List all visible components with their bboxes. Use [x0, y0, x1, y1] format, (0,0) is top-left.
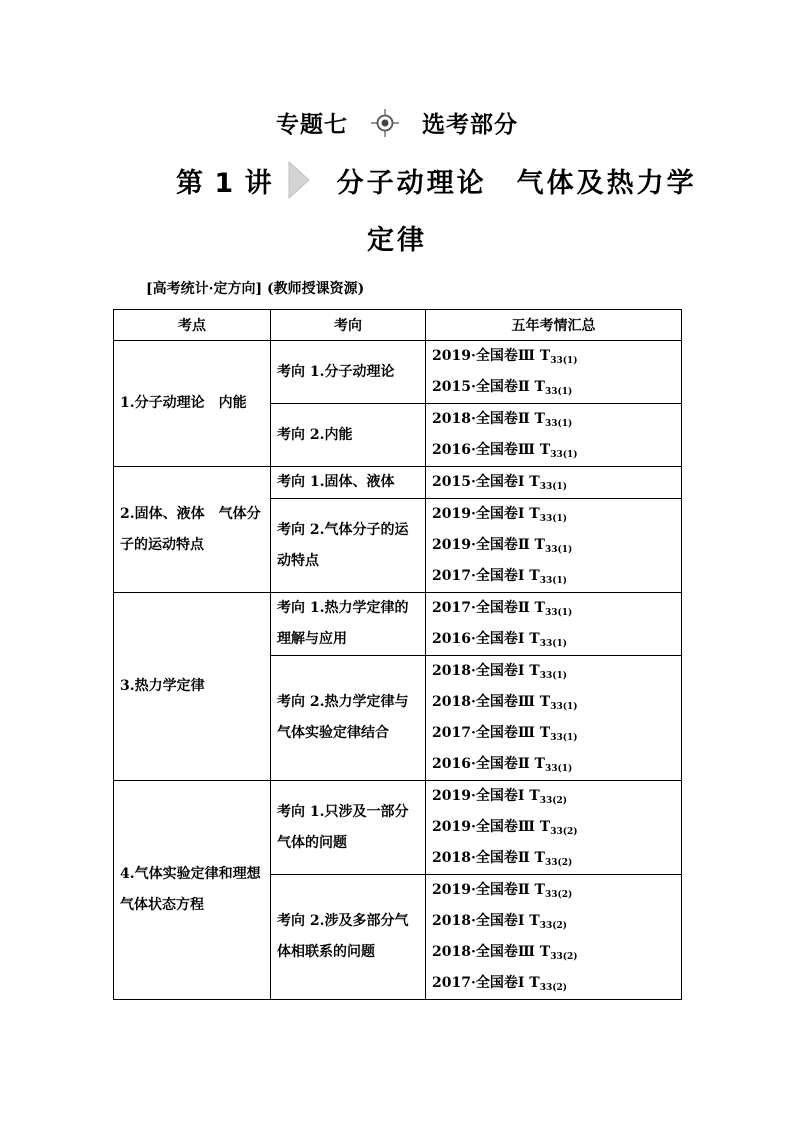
table-row [114, 467, 682, 499]
exam-direction-cell: 考向 1.分子动理论 [271, 341, 426, 404]
exam-entry: 2015·全国卷Ⅰ $T_{33(1)}$ [432, 474, 567, 492]
lecture-heading [176, 160, 697, 200]
table-row [114, 593, 682, 656]
exam-direction-cell: 考向 1.热力学定律的理解与应用 [271, 593, 426, 656]
table-row [114, 781, 682, 875]
lecture-title-part-1: 分子动理论 [336, 167, 487, 199]
section-caption: [高考统计·定方向] (教师授课资源) [146, 281, 365, 297]
exam-point-cell: 4.气体实验定律和理想气体状态方程 [114, 781, 271, 1000]
exam-years-cell [426, 341, 682, 404]
exam-entry: 2019·全国卷Ⅰ $T_{33(2)}$ [432, 788, 567, 806]
exam-entry: 2018·全国卷Ⅱ $T_{33(1)}$ [432, 411, 573, 429]
header-five-year-summary: 五年考情汇总 [426, 310, 682, 341]
exam-direction-cell: 考向 2.气体分子的运动特点 [271, 499, 426, 593]
exam-years-cell [426, 875, 682, 1000]
lecture-number: 第 1 讲 [176, 167, 273, 199]
lecture-title-part-2: 气体及热力学 [516, 167, 697, 199]
exam-years-cell [426, 404, 682, 467]
exam-direction-cell: 考向 2.热力学定律与气体实验定律结合 [271, 656, 426, 781]
exam-entry: 2017·全国卷Ⅲ $T_{33(1)}$ [432, 725, 578, 743]
header-exam-point: 考点 [114, 310, 271, 341]
exam-entry: 2018·全国卷Ⅱ $T_{33(2)}$ [432, 850, 573, 868]
exam-entry: 2019·全国卷Ⅱ $T_{33(1)}$ [432, 537, 573, 555]
exam-point-cell: 3.热力学定律 [114, 593, 271, 781]
exam-years-cell [426, 656, 682, 781]
exam-entry: 2019·全国卷Ⅲ $T_{33(1)}$ [432, 348, 578, 366]
exam-statistics-table [113, 309, 682, 1000]
exam-point-cell: 1.分子动理论 内能 [114, 341, 271, 467]
exam-direction-cell: 考向 1.只涉及一部分气体的问题 [271, 781, 426, 875]
exam-direction-cell: 考向 2.内能 [271, 404, 426, 467]
exam-direction-cell: 考向 1.固体、液体 [271, 467, 426, 499]
exam-years-cell [426, 467, 682, 499]
exam-entry: 2019·全国卷Ⅰ $T_{33(1)}$ [432, 506, 567, 524]
table-row [114, 341, 682, 404]
exam-years-cell [426, 499, 682, 593]
exam-entry: 2019·全国卷Ⅲ $T_{33(2)}$ [432, 819, 578, 837]
crosshair-icon [370, 108, 400, 138]
lecture-title [337, 161, 697, 200]
chevron-right-icon [287, 160, 311, 200]
exam-entry: 2017·全国卷Ⅱ $T_{33(1)}$ [432, 600, 573, 618]
exam-entry: 2015·全国卷Ⅱ $T_{33(1)}$ [432, 379, 573, 397]
exam-years-cell [426, 781, 682, 875]
header-exam-direction: 考向 [271, 310, 426, 341]
exam-point-cell: 2.固体、液体 气体分子的运动特点 [114, 467, 271, 593]
topic-heading [0, 106, 794, 139]
exam-entry: 2017·全国卷Ⅰ $T_{33(2)}$ [432, 975, 567, 993]
exam-entry: 2018·全国卷Ⅰ $T_{33(1)}$ [432, 663, 567, 681]
table-header-row [114, 310, 682, 341]
exam-entry: 2018·全国卷Ⅰ $T_{33(2)}$ [432, 913, 567, 931]
exam-entry: 2019·全国卷Ⅱ $T_{33(2)}$ [432, 882, 573, 900]
topic-title-left: 专题七 [276, 112, 348, 138]
exam-direction-cell: 考向 2.涉及多部分气体相联系的问题 [271, 875, 426, 1000]
exam-entry: 2017·全国卷Ⅰ $T_{33(1)}$ [432, 568, 567, 586]
exam-entry: 2018·全国卷Ⅲ $T_{33(2)}$ [432, 944, 578, 962]
exam-entry: 2016·全国卷Ⅲ $T_{33(1)}$ [432, 442, 578, 460]
lecture-title-continued: 定律 [367, 225, 427, 256]
exam-entry: 2016·全国卷Ⅱ $T_{33(1)}$ [432, 756, 573, 774]
exam-entry: 2016·全国卷Ⅰ $T_{33(1)}$ [432, 631, 567, 649]
exam-entry: 2018·全国卷Ⅲ $T_{33(1)}$ [432, 694, 578, 712]
exam-years-cell [426, 593, 682, 656]
topic-title-right: 选考部分 [422, 112, 518, 138]
